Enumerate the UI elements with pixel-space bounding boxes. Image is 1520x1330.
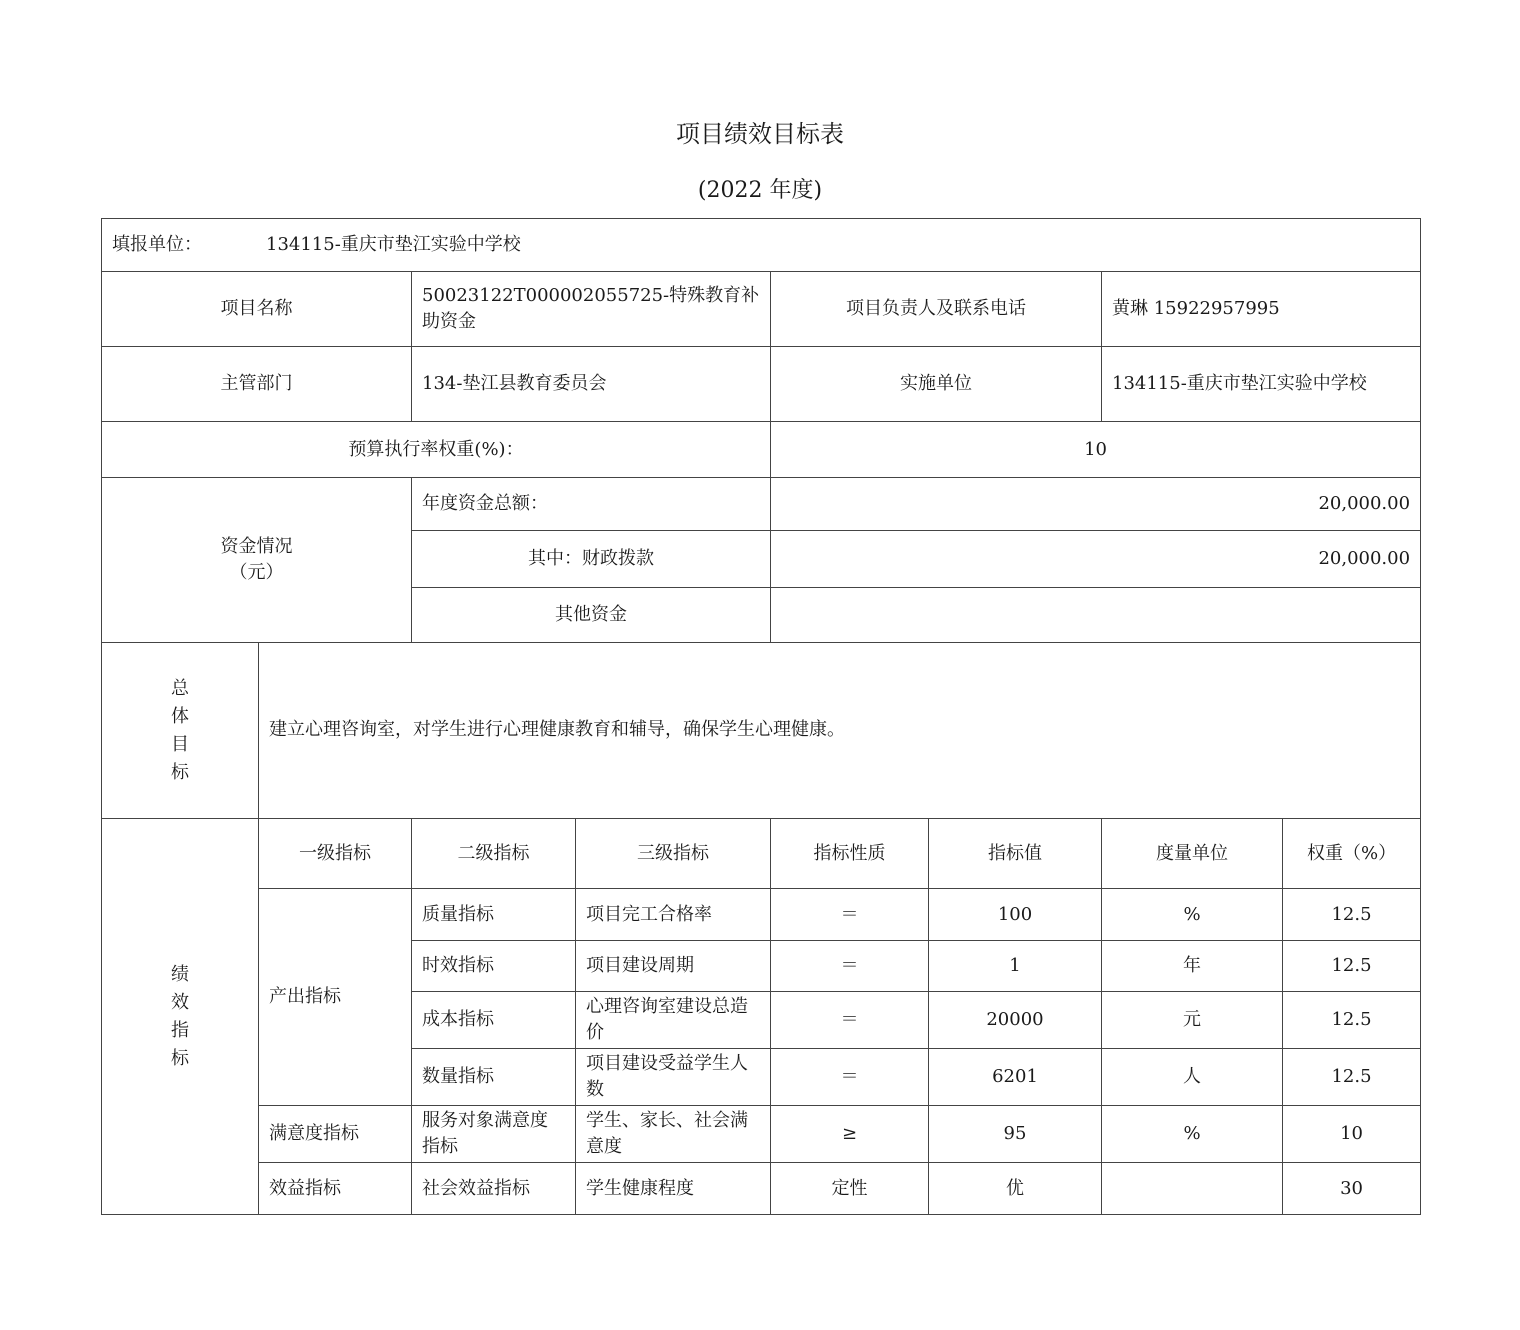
level2-cell: 服务对象满意度指标: [412, 1106, 576, 1163]
overall-goal-row: [102, 643, 1421, 819]
reporting-unit-row: [102, 219, 1421, 272]
value-cell: 优: [929, 1163, 1102, 1215]
department-row: [102, 347, 1421, 422]
weight-cell: 10: [1283, 1106, 1421, 1163]
funds-label-unit: （元）: [229, 562, 284, 583]
unit-cell: 元: [1102, 992, 1283, 1049]
overall-goal-label-char: 总: [171, 677, 189, 699]
output-group-label: 产出指标: [259, 889, 412, 1106]
indicators-label: [102, 819, 259, 1215]
project-contact-label: 项目负责人及联系电话: [771, 272, 1102, 347]
level3-cell: 心理咨询室建设总造价: [576, 992, 771, 1049]
level3-cell: 学生、家长、社会满意度: [576, 1106, 771, 1163]
nature-cell: ＝: [771, 992, 929, 1049]
nature-cell: ＝: [771, 941, 929, 992]
header-nature: 指标性质: [771, 819, 929, 889]
fiscal-funds-value: 20,000.00: [771, 531, 1421, 588]
project-name-row: [102, 272, 1421, 347]
table-row: [102, 1106, 1421, 1163]
nature-cell: ＝: [771, 889, 929, 941]
budget-rate-row: [102, 422, 1421, 478]
overall-goal-label-char: 目: [171, 733, 189, 755]
level2-cell: 数量指标: [412, 1049, 576, 1106]
funds-label-cell: [102, 478, 412, 643]
header-level2: 二级指标: [412, 819, 576, 889]
level1-cell: 满意度指标: [259, 1106, 412, 1163]
reporting-unit-value: 134115-重庆市垫江实验中学校: [266, 234, 521, 255]
level3-cell: 项目完工合格率: [576, 889, 771, 941]
header-value: 指标值: [929, 819, 1102, 889]
value-cell: 1: [929, 941, 1102, 992]
overall-goal-label: [102, 643, 259, 819]
overall-goal-label-char: 体: [171, 705, 189, 727]
table-row: [102, 1163, 1421, 1215]
annual-total-label: 年度资金总额：: [412, 478, 771, 531]
indicators-label-char: 效: [171, 991, 189, 1013]
value-cell: 6201: [929, 1049, 1102, 1106]
unit-cell: %: [1102, 1106, 1283, 1163]
project-name-label: 项目名称: [102, 272, 412, 347]
weight-cell: 30: [1283, 1163, 1421, 1215]
funds-total-row: [102, 478, 1421, 531]
table-row: [102, 889, 1421, 941]
indicators-label-char: 绩: [171, 963, 189, 985]
nature-cell: 定性: [771, 1163, 929, 1215]
overall-goal-text: 建立心理咨询室，对学生进行心理健康教育和辅导，确保学生心理健康。: [259, 643, 1421, 819]
weight-cell: 12.5: [1283, 941, 1421, 992]
implementing-unit-label: 实施单位: [771, 347, 1102, 422]
project-contact-value: 黄琳 15922957995: [1102, 272, 1421, 347]
nature-cell: ≥: [771, 1106, 929, 1163]
unit-cell: [1102, 1163, 1283, 1215]
value-cell: 95: [929, 1106, 1102, 1163]
indicators-label-char: 标: [171, 1047, 189, 1069]
reporting-unit-label: 填报单位：: [112, 234, 202, 255]
unit-cell: %: [1102, 889, 1283, 941]
level2-cell: 时效指标: [412, 941, 576, 992]
budget-rate-label: 预算执行率权重(%)：: [102, 422, 771, 478]
weight-cell: 12.5: [1283, 889, 1421, 941]
annual-total-value: 20,000.00: [771, 478, 1421, 531]
level2-cell: 成本指标: [412, 992, 576, 1049]
header-weight: 权重（%）: [1283, 819, 1421, 889]
project-name-value: 50023122T000002055725-特殊教育补助资金: [412, 272, 771, 347]
level3-cell: 项目建设周期: [576, 941, 771, 992]
budget-rate-value: 10: [771, 422, 1421, 478]
unit-cell: 年: [1102, 941, 1283, 992]
reporting-unit-cell: [102, 219, 1421, 272]
indicators-label-char: 指: [171, 1019, 189, 1041]
department-value: 134-垫江县教育委员会: [412, 347, 771, 422]
department-label: 主管部门: [102, 347, 412, 422]
level3-cell: 项目建设受益学生人数: [576, 1049, 771, 1106]
header-level3: 三级指标: [576, 819, 771, 889]
performance-goal-table: [101, 218, 1421, 1215]
value-cell: 100: [929, 889, 1102, 941]
page-title: 项目绩效目标表: [676, 120, 844, 148]
header-level1: 一级指标: [259, 819, 412, 889]
indicator-header-row: [102, 819, 1421, 889]
overall-goal-label-char: 标: [171, 761, 189, 783]
value-cell: 20000: [929, 992, 1102, 1049]
level2-cell: 社会效益指标: [412, 1163, 576, 1215]
weight-cell: 12.5: [1283, 1049, 1421, 1106]
level3-cell: 学生健康程度: [576, 1163, 771, 1215]
header-unit: 度量单位: [1102, 819, 1283, 889]
level2-cell: 质量指标: [412, 889, 576, 941]
unit-cell: 人: [1102, 1049, 1283, 1106]
other-funds-label: 其他资金: [412, 588, 771, 643]
weight-cell: 12.5: [1283, 992, 1421, 1049]
fiscal-funds-label: 其中：财政拨款: [412, 531, 771, 588]
page-subtitle: (2022 年度): [697, 178, 823, 203]
implementing-unit-value: 134115-重庆市垫江实验中学校: [1102, 347, 1421, 422]
other-funds-value: [771, 588, 1421, 643]
level1-cell: 效益指标: [259, 1163, 412, 1215]
nature-cell: ＝: [771, 1049, 929, 1106]
funds-label: 资金情况: [220, 536, 293, 557]
